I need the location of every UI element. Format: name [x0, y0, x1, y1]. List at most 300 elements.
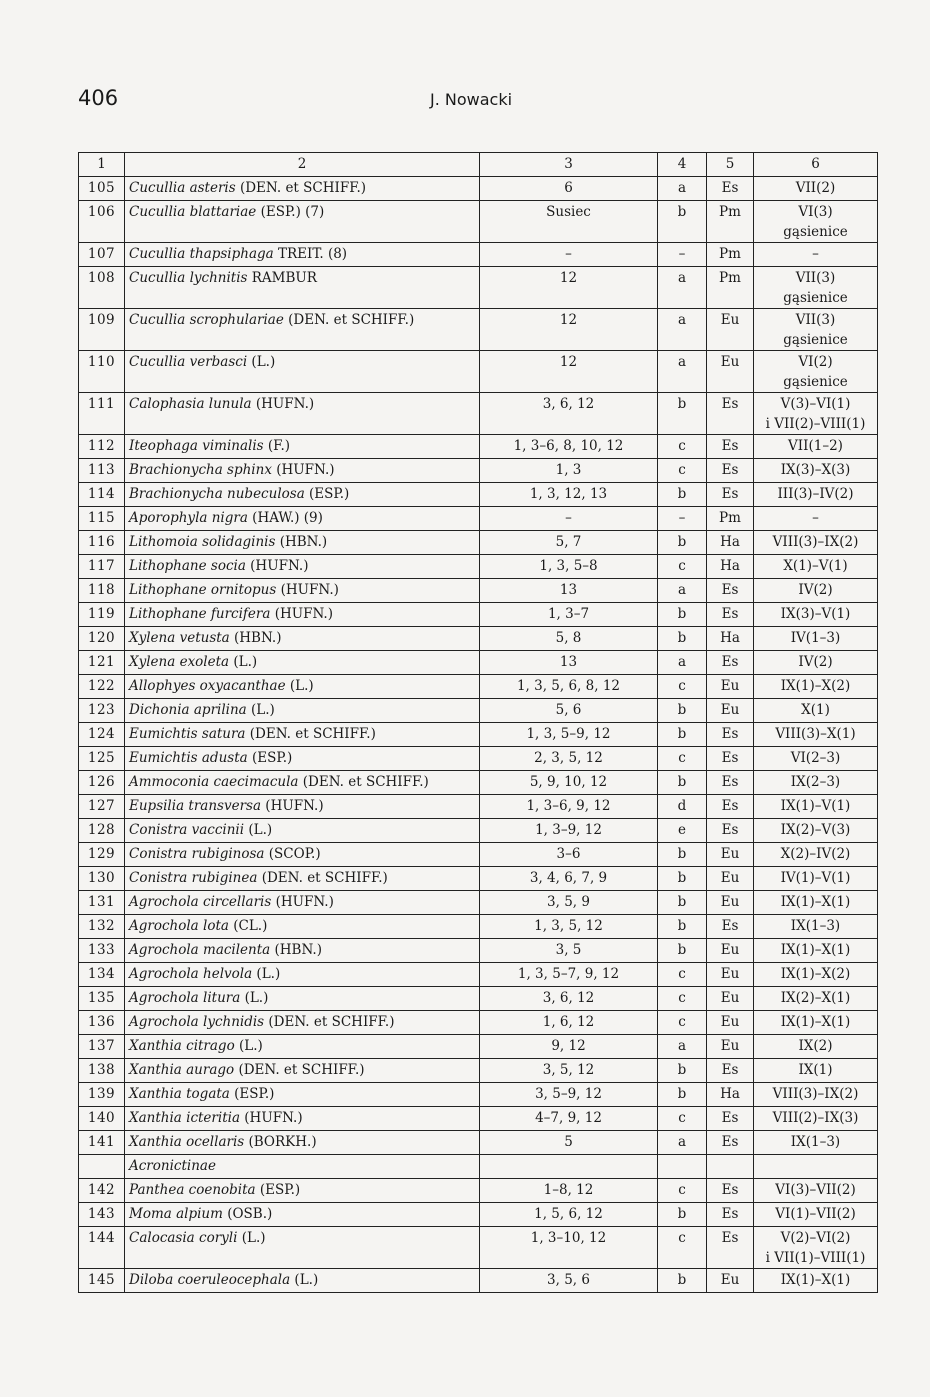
species-author: (ESP.) [304, 486, 350, 502]
species-author: (HBN.) [229, 630, 282, 646]
phenology-line: IX(1–3) [790, 918, 841, 934]
species-cell [125, 507, 480, 531]
abundance-cell: b [658, 867, 707, 891]
phenology-line: VI(2–3) [790, 750, 841, 766]
phenology-cell [754, 843, 878, 867]
table-row [79, 867, 878, 891]
phenology-line: VI(3) [798, 204, 833, 220]
abundance-cell: b [658, 483, 707, 507]
species-name: Panthea coenobita [129, 1182, 256, 1198]
phenology-cell [754, 201, 878, 243]
species-author: (ESP.) (7) [256, 204, 325, 220]
species-author: (HBN.) [270, 942, 322, 958]
element-cell: Eu [707, 1011, 754, 1035]
phenology-cell [754, 1131, 878, 1155]
element-cell [707, 1155, 754, 1179]
table-row [79, 651, 878, 675]
abundance-cell: a [658, 309, 707, 351]
table-row [79, 435, 878, 459]
species-cell [125, 843, 480, 867]
abundance-cell: a [658, 351, 707, 393]
species-name: Xylena vetusta [129, 630, 230, 646]
phenology-cell [754, 177, 878, 201]
species-author: (BORKH.) [244, 1134, 317, 1150]
table-row [79, 1269, 878, 1293]
element-cell: Eu [707, 939, 754, 963]
abundance-cell: a [658, 1131, 707, 1155]
species-author: (DEN. et SCHIFF.) [283, 312, 415, 328]
row-number-cell: 121 [79, 651, 125, 675]
phenology-line: IX(3)–V(1) [780, 606, 851, 622]
species-name: Eumichtis satura [129, 726, 246, 742]
locality-cell: 3–6 [480, 843, 658, 867]
row-number-cell: 144 [79, 1227, 125, 1269]
species-cell [125, 1083, 480, 1107]
phenology-cell [754, 267, 878, 309]
row-number-cell: 136 [79, 1011, 125, 1035]
phenology-line: V(2)–VI(2) [780, 1230, 851, 1246]
species-author: RAMBUR [247, 270, 317, 286]
species-cell [125, 1011, 480, 1035]
element-cell: Eu [707, 1269, 754, 1293]
locality-cell: 1, 3–6, 8, 10, 12 [480, 435, 658, 459]
row-number-cell: 106 [79, 201, 125, 243]
phenology-line: IX(1)–X(2) [780, 966, 851, 982]
species-cell [125, 1131, 480, 1155]
species-cell [125, 1269, 480, 1293]
phenology-cell [754, 603, 878, 627]
species-name: Eupsilia transversa [129, 798, 262, 814]
column-header: 6 [754, 153, 878, 177]
species-author: (HBN.) [275, 534, 328, 550]
row-number-cell: 145 [79, 1269, 125, 1293]
species-author: (L.) [240, 990, 269, 1006]
element-cell: Eu [707, 891, 754, 915]
element-cell: Es [707, 435, 754, 459]
phenology-line: i VII(1)–VIII(1) [765, 1250, 866, 1266]
table-row [79, 177, 878, 201]
abundance-cell: c [658, 1227, 707, 1269]
locality-cell: 1, 6, 12 [480, 1011, 658, 1035]
species-author: (DEN. et SCHIFF.) [234, 1062, 365, 1078]
species-cell [125, 393, 480, 435]
species-cell [125, 531, 480, 555]
species-cell [125, 963, 480, 987]
species-name: Lithophane furcifera [129, 606, 271, 622]
phenology-cell [754, 483, 878, 507]
phenology-cell [754, 819, 878, 843]
species-name: Dichonia aprilina [129, 702, 247, 718]
abundance-cell: c [658, 675, 707, 699]
phenology-line: VIII(3)–IX(2) [772, 534, 859, 550]
row-number-cell: 134 [79, 963, 125, 987]
species-author: (L.) [290, 1272, 319, 1288]
table-row [79, 795, 878, 819]
row-number-cell: 131 [79, 891, 125, 915]
species-author: (DEN. et SCHIFF.) [235, 180, 367, 196]
row-number-cell: 139 [79, 1083, 125, 1107]
phenology-cell [754, 1035, 878, 1059]
phenology-cell [754, 435, 878, 459]
species-author: (L.) [234, 1038, 263, 1054]
element-cell: Eu [707, 867, 754, 891]
phenology-line: IV(1–3) [790, 630, 841, 646]
species-cell [125, 435, 480, 459]
element-cell: Es [707, 795, 754, 819]
species-author: (HUFN.) [245, 558, 309, 574]
abundance-cell: b [658, 531, 707, 555]
species-name: Xanthia citrago [129, 1038, 235, 1054]
column-header: 3 [480, 153, 658, 177]
phenology-cell [754, 459, 878, 483]
table-row [79, 987, 878, 1011]
species-cell [125, 867, 480, 891]
species-author: (HUFN.) [261, 798, 324, 814]
element-cell: Eu [707, 699, 754, 723]
locality-cell: 13 [480, 579, 658, 603]
phenology-cell [754, 309, 878, 351]
abundance-cell: b [658, 723, 707, 747]
species-name: Agrochola lychnidis [129, 1014, 265, 1030]
table-row [79, 747, 878, 771]
locality-cell: 1, 3, 5–7, 9, 12 [480, 963, 658, 987]
element-cell: Es [707, 579, 754, 603]
table-row [79, 531, 878, 555]
element-cell: Es [707, 651, 754, 675]
species-author: (L.) [237, 1230, 266, 1246]
phenology-line: VI(3)–VII(2) [775, 1182, 856, 1198]
phenology-cell [754, 699, 878, 723]
element-cell: Pm [707, 201, 754, 243]
phenology-cell [754, 1269, 878, 1293]
table-row [79, 309, 878, 351]
abundance-cell: b [658, 201, 707, 243]
row-number-cell: 122 [79, 675, 125, 699]
species-name: Aporophyla nigra [129, 510, 248, 526]
species-cell [125, 1179, 480, 1203]
element-cell: Eu [707, 675, 754, 699]
species-name: Conistra rubiginosa [129, 846, 265, 862]
locality-cell: 3, 5, 9 [480, 891, 658, 915]
species-cell [125, 1155, 480, 1179]
species-cell [125, 651, 480, 675]
table-row [79, 555, 878, 579]
species-name: Calophasia lunula [129, 396, 252, 412]
table-row [79, 393, 878, 435]
locality-cell: 5, 7 [480, 531, 658, 555]
abundance-cell: b [658, 1059, 707, 1083]
phenology-cell [754, 1179, 878, 1203]
species-cell [125, 1107, 480, 1131]
row-number-cell [79, 1155, 125, 1179]
element-cell: Eu [707, 351, 754, 393]
phenology-line: IX(1)–V(1) [780, 798, 851, 814]
species-cell [125, 483, 480, 507]
row-number-cell: 120 [79, 627, 125, 651]
phenology-cell [754, 651, 878, 675]
locality-cell: Susiec [480, 201, 658, 243]
species-cell [125, 267, 480, 309]
species-name: Cucullia lychnitis [129, 270, 248, 286]
species-name: Xanthia aurago [129, 1062, 235, 1078]
abundance-cell: b [658, 627, 707, 651]
phenology-cell [754, 351, 878, 393]
row-number-cell: 127 [79, 795, 125, 819]
element-cell: Es [707, 1131, 754, 1155]
abundance-cell: e [658, 819, 707, 843]
abundance-cell: – [658, 243, 707, 267]
locality-cell: 3, 5, 6 [480, 1269, 658, 1293]
table-row [79, 507, 878, 531]
species-name: Calocasia coryli [129, 1230, 238, 1246]
table-row [79, 579, 878, 603]
table-row [79, 1011, 878, 1035]
phenology-line: X(1)–V(1) [783, 558, 848, 574]
abundance-cell: b [658, 393, 707, 435]
element-cell: Es [707, 1227, 754, 1269]
column-header: 2 [125, 153, 480, 177]
species-table [78, 152, 878, 1293]
locality-cell: 5, 6 [480, 699, 658, 723]
species-cell [125, 1059, 480, 1083]
species-name: Xanthia ocellaris [129, 1134, 245, 1150]
locality-cell: 1, 3 [480, 459, 658, 483]
phenology-line: gąsienice [783, 332, 848, 348]
species-name: Lithophane socia [129, 558, 246, 574]
row-number-cell: 109 [79, 309, 125, 351]
phenology-line: IX(2)–X(1) [780, 990, 851, 1006]
table-row [79, 351, 878, 393]
abundance-cell: a [658, 651, 707, 675]
row-number-cell: 132 [79, 915, 125, 939]
phenology-line: VI(1)–VII(2) [775, 1206, 856, 1222]
species-cell [125, 1227, 480, 1269]
phenology-line: IX(3)–X(3) [780, 462, 851, 478]
species-cell [125, 723, 480, 747]
phenology-line: X(1) [801, 702, 830, 718]
table-row [79, 1107, 878, 1131]
row-number-cell: 124 [79, 723, 125, 747]
table-row [79, 627, 878, 651]
table-row [79, 267, 878, 309]
locality-cell: 1, 3, 5–8 [480, 555, 658, 579]
element-cell: Es [707, 915, 754, 939]
locality-cell: 1, 3–7 [480, 603, 658, 627]
phenology-cell [754, 1227, 878, 1269]
table-row [79, 201, 878, 243]
abundance-cell: c [658, 1011, 707, 1035]
table-row [79, 1131, 878, 1155]
phenology-cell [754, 963, 878, 987]
locality-cell: 5 [480, 1131, 658, 1155]
phenology-line: VI(2) [798, 354, 833, 370]
species-name: Lithomoia solidaginis [129, 534, 276, 550]
table-row [79, 1227, 878, 1269]
species-author: (HUFN.) [271, 462, 335, 478]
species-author: (HUFN.) [240, 1110, 303, 1126]
locality-cell: 3, 4, 6, 7, 9 [480, 867, 658, 891]
species-name: Agrochola lota [129, 918, 229, 934]
locality-cell: 5, 9, 10, 12 [480, 771, 658, 795]
header-row [79, 153, 878, 177]
table-row [79, 1155, 878, 1179]
locality-cell: – [480, 507, 658, 531]
species-cell [125, 555, 480, 579]
locality-cell: 4–7, 9, 12 [480, 1107, 658, 1131]
element-cell: Es [707, 723, 754, 747]
species-author: (L.) [285, 678, 314, 694]
phenology-cell [754, 627, 878, 651]
row-number-cell: 111 [79, 393, 125, 435]
phenology-cell [754, 243, 878, 267]
table-row [79, 819, 878, 843]
row-number-cell: 116 [79, 531, 125, 555]
locality-cell: 3, 5–9, 12 [480, 1083, 658, 1107]
row-number-cell: 126 [79, 771, 125, 795]
phenology-cell [754, 555, 878, 579]
locality-cell: 6 [480, 177, 658, 201]
species-cell [125, 177, 480, 201]
phenology-cell [754, 795, 878, 819]
abundance-cell: b [658, 1269, 707, 1293]
phenology-cell [754, 723, 878, 747]
phenology-cell [754, 1203, 878, 1227]
phenology-line: IX(1) [798, 1062, 833, 1078]
element-cell: Ha [707, 555, 754, 579]
table-row [79, 699, 878, 723]
phenology-cell [754, 867, 878, 891]
species-name: Brachionycha sphinx [129, 462, 272, 478]
column-header: 5 [707, 153, 754, 177]
locality-cell: 3, 6, 12 [480, 987, 658, 1011]
locality-cell: 3, 5 [480, 939, 658, 963]
species-name: Moma alpium [129, 1206, 223, 1222]
phenology-line: IV(2) [798, 654, 833, 670]
phenology-cell [754, 939, 878, 963]
species-author: (ESP.) [229, 1086, 275, 1102]
row-number-cell: 128 [79, 819, 125, 843]
abundance-cell: c [658, 963, 707, 987]
phenology-cell [754, 1011, 878, 1035]
element-cell: Es [707, 747, 754, 771]
species-author: (DEN. et SCHIFF.) [264, 1014, 395, 1030]
element-cell: Eu [707, 309, 754, 351]
species-cell [125, 939, 480, 963]
locality-cell: 1, 3–9, 12 [480, 819, 658, 843]
phenology-line: IX(2)–V(3) [780, 822, 851, 838]
phenology-cell [754, 507, 878, 531]
abundance-cell: a [658, 1035, 707, 1059]
species-name: Lithophane ornitopus [129, 582, 277, 598]
row-number-cell: 117 [79, 555, 125, 579]
phenology-line: VIII(3)–IX(2) [772, 1086, 859, 1102]
table-row [79, 1035, 878, 1059]
element-cell: Es [707, 1179, 754, 1203]
abundance-cell: b [658, 603, 707, 627]
species-cell [125, 1035, 480, 1059]
species-author: (DEN. et SCHIFF.) [257, 870, 388, 886]
species-author: (HUFN.) [276, 582, 339, 598]
species-cell [125, 747, 480, 771]
row-number-cell: 135 [79, 987, 125, 1011]
phenology-cell [754, 579, 878, 603]
abundance-cell [658, 1155, 707, 1179]
table-row [79, 723, 878, 747]
species-name: Cucullia blattariae [129, 204, 257, 220]
phenology-line: IX(1–3) [790, 1134, 841, 1150]
abundance-cell: c [658, 1107, 707, 1131]
species-name: Eumichtis adusta [129, 750, 248, 766]
element-cell: Es [707, 819, 754, 843]
phenology-line: IX(2) [798, 1038, 833, 1054]
element-cell: Eu [707, 1035, 754, 1059]
row-number-cell: 114 [79, 483, 125, 507]
abundance-cell: b [658, 699, 707, 723]
species-cell [125, 795, 480, 819]
abundance-cell: d [658, 795, 707, 819]
table-body [79, 177, 878, 1293]
row-number-cell: 110 [79, 351, 125, 393]
species-author: (SCOP.) [264, 846, 321, 862]
phenology-cell [754, 915, 878, 939]
locality-cell: 1–8, 12 [480, 1179, 658, 1203]
species-author: (L.) [229, 654, 258, 670]
phenology-cell [754, 1083, 878, 1107]
table-row [79, 603, 878, 627]
phenology-line: IV(2) [798, 582, 833, 598]
species-cell [125, 627, 480, 651]
table-row [79, 1059, 878, 1083]
table-row [79, 843, 878, 867]
row-number-cell: 137 [79, 1035, 125, 1059]
row-number-cell: 133 [79, 939, 125, 963]
species-name: Diloba coeruleocephala [129, 1272, 291, 1288]
species-name: Cucullia scrophulariae [129, 312, 284, 328]
element-cell: Pm [707, 267, 754, 309]
element-cell: Es [707, 1059, 754, 1083]
species-name: Ammoconia caecimacula [129, 774, 299, 790]
abundance-cell: c [658, 555, 707, 579]
species-cell [125, 201, 480, 243]
species-name: Xanthia togata [129, 1086, 230, 1102]
phenology-cell [754, 1155, 878, 1179]
species-name: Allophyes oxyacanthae [129, 678, 286, 694]
row-number-cell: 123 [79, 699, 125, 723]
species-author: (ESP.) [255, 1182, 301, 1198]
locality-cell [480, 1155, 658, 1179]
row-number-cell: 130 [79, 867, 125, 891]
table-row [79, 939, 878, 963]
phenology-line: VIII(2)–IX(3) [772, 1110, 859, 1126]
species-cell [125, 579, 480, 603]
abundance-cell: b [658, 939, 707, 963]
table-row [79, 483, 878, 507]
row-number-cell: 143 [79, 1203, 125, 1227]
table-row [79, 675, 878, 699]
element-cell: Ha [707, 627, 754, 651]
species-name: Cucullia verbasci [129, 354, 248, 370]
phenology-line: VII(3) [795, 312, 836, 328]
row-number-cell: 112 [79, 435, 125, 459]
abundance-cell: c [658, 987, 707, 1011]
locality-cell: 9, 12 [480, 1035, 658, 1059]
abundance-cell: c [658, 1179, 707, 1203]
row-number-cell: 141 [79, 1131, 125, 1155]
phenology-line: IX(1)–X(1) [780, 894, 851, 910]
species-name: Acronictinae [129, 1158, 216, 1174]
phenology-cell [754, 531, 878, 555]
phenology-cell [754, 747, 878, 771]
